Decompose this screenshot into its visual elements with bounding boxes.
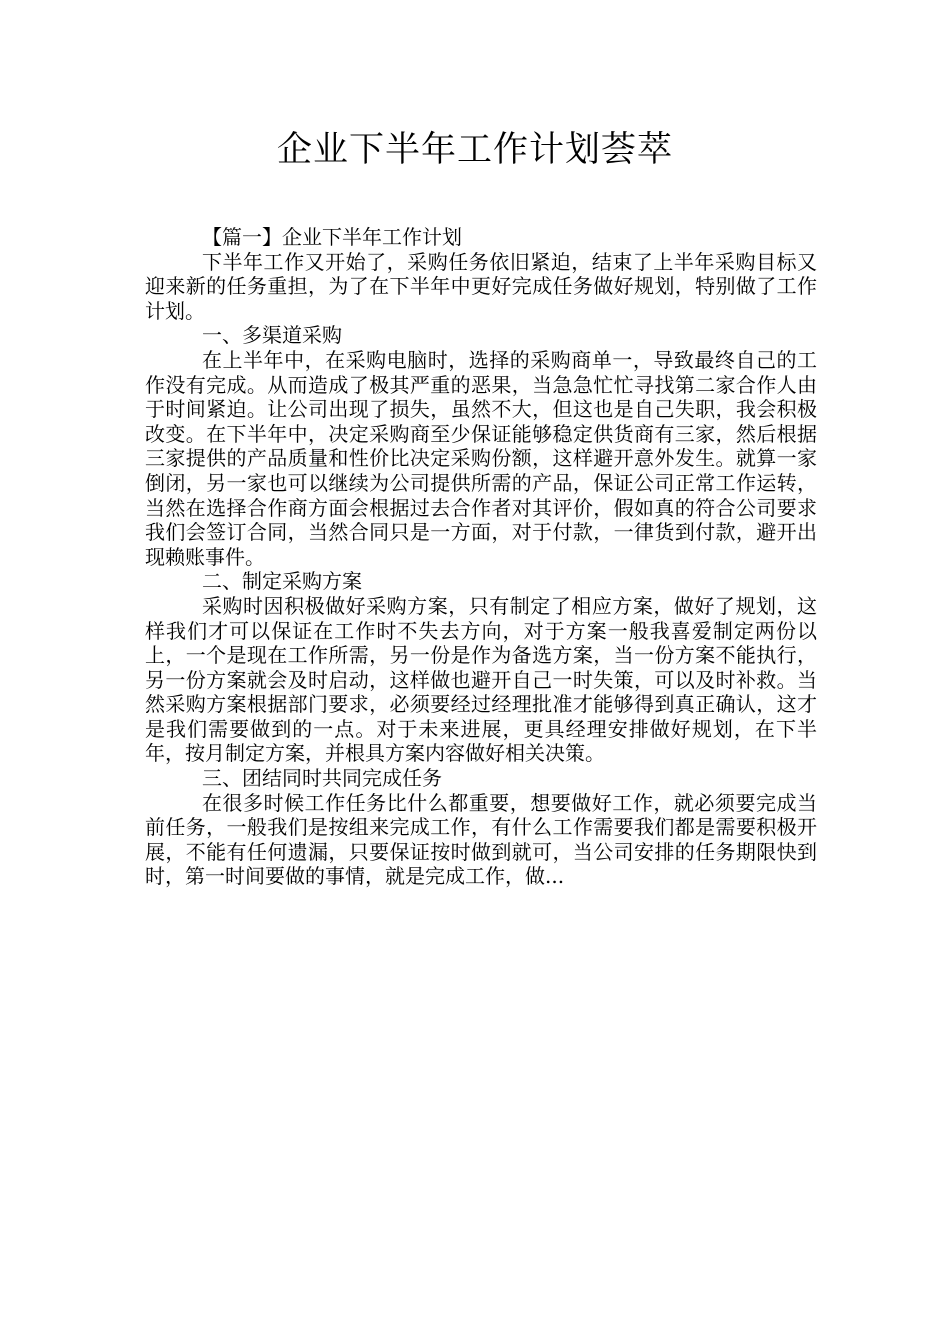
paragraph-purchasing-plan: 采购时因积极做好采购方案，只有制定了相应方案，做好了规划，这样我们才可以保证在工作时不失去方向，对于方案一般我喜爱制定两份以上，一个是现在工作所需，另一份是作为备选方案，当一份方案不能执行，另一份方案就会及时启动，这样做也避开自己一时失策，可以及时补救。当然采购方案根据部门要求，必须要经过经理批准才能够得到真正确认，这才是我们需要做到的一点。对于未来进展，更具经理安排做好规划，在下半年，按月制定方案，并根具方案内容做好相关决策。 — [145, 593, 817, 766]
heading-multi-channel-purchasing: 一、多渠道采购 — [202, 323, 342, 348]
paragraph-multi-channel-purchasing: 在上半年中，在采购电脑时，选择的采购商单一，导致最终自己的工作没有完成。从而造成了极其严重的恶果，当急急忙忙寻找第二家合作人由于时间紧迫。让公司出现了损失，虽然不大，但这也是自己失职，我会积极改变。在下半年中，决定采购商至少保证能够稳定供货商有三家，然后根据三家提供的产品质量和性价比决定采购份额，这样避开意外发生。就算一家倒闭，另一家也可以继续为公司提供所需的产品，保证公司正常工作运转，当然在选择合作商方面会根据过去合作者对其评价，假如真的符合公司要求我们会签订合同，当然合同只是一方面，对于付款，一律货到付款，避开出现赖账事件。 — [145, 347, 817, 569]
section-heading-part-one: 【篇一】企业下半年工作计划 — [202, 225, 462, 249]
heading-teamwork: 三、团结同时共同完成任务 — [202, 766, 442, 791]
paragraph-teamwork: 在很多时候工作任务比什么都重要，想要做好工作，就必须要完成当前任务，一般我们是按组来完成工作，有什么工作需要我们都是需要积极开展，不能有任何遗漏，只要保证按时做到就可，当公司安排的任务期限快到时，第一时间要做的事情，就是完成工作，做... — [145, 790, 817, 889]
document-title: 企业下半年工作计划荟萃 — [276, 130, 673, 170]
intro-paragraph: 下半年工作又开始了，采购任务依旧紧迫，结束了上半年采购目标又迎来新的任务重担，为了在下半年中更好完成任务做好规划，特别做了工作计划。 — [145, 249, 817, 323]
heading-purchasing-plan: 二、制定采购方案 — [202, 569, 362, 594]
document-body — [145, 225, 817, 889]
